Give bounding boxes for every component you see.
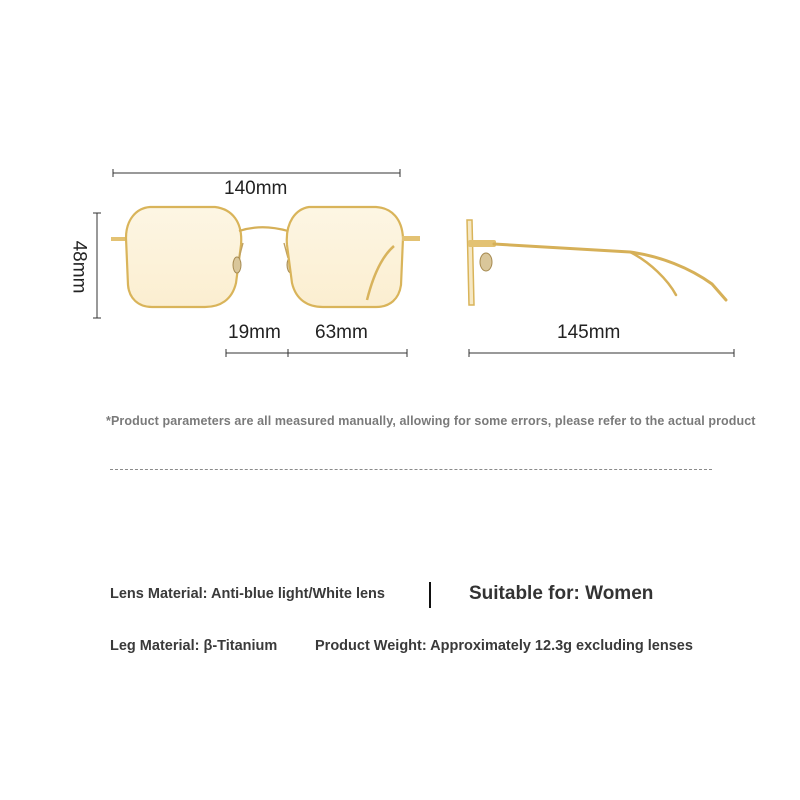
- suitable-for-spec: Suitable for: Women: [469, 583, 654, 604]
- temple-length-dimension-line: [469, 349, 734, 357]
- bridge-width-label: 19mm: [228, 322, 281, 343]
- temple-length-label: 145mm: [557, 322, 621, 343]
- glasses-front-view: [111, 207, 420, 307]
- text-cursor: [429, 582, 431, 608]
- side-temple-tip-shape: [630, 252, 676, 295]
- lens-material-spec: Lens Material: Anti-blue light/White lens: [110, 586, 385, 602]
- measurement-note: *Product parameters are all measured manually, allowing for some errors, please refer to the actual product: [106, 414, 756, 428]
- bridge-shape: [239, 227, 288, 231]
- measurement-note-container: [106, 414, 800, 428]
- bridge-lens-dimension-line: [226, 349, 407, 357]
- glasses-side-view: [467, 220, 726, 305]
- left-lens-shape: [126, 207, 241, 307]
- side-lens-edge-shape: [467, 220, 474, 305]
- side-nose-pad-shape: [480, 253, 492, 271]
- lens-height-dimension-line: [93, 213, 101, 318]
- right-hinge-shape: [402, 236, 420, 241]
- product-weight-spec: Product Weight: Approximately 12.3g excluding lenses: [315, 638, 693, 654]
- total-width-dimension-line: [113, 169, 400, 177]
- side-temple-arm-shape: [494, 244, 726, 300]
- lens-width-label: 63mm: [315, 322, 368, 343]
- dashed-divider: [110, 469, 712, 470]
- total-width-label: 140mm: [224, 178, 288, 199]
- nose-pads-shape: [233, 243, 295, 273]
- leg-material-spec: Leg Material: β-Titanium: [110, 638, 278, 654]
- side-hinge-shape: [468, 240, 496, 247]
- lens-height-label: 48mm: [68, 240, 90, 294]
